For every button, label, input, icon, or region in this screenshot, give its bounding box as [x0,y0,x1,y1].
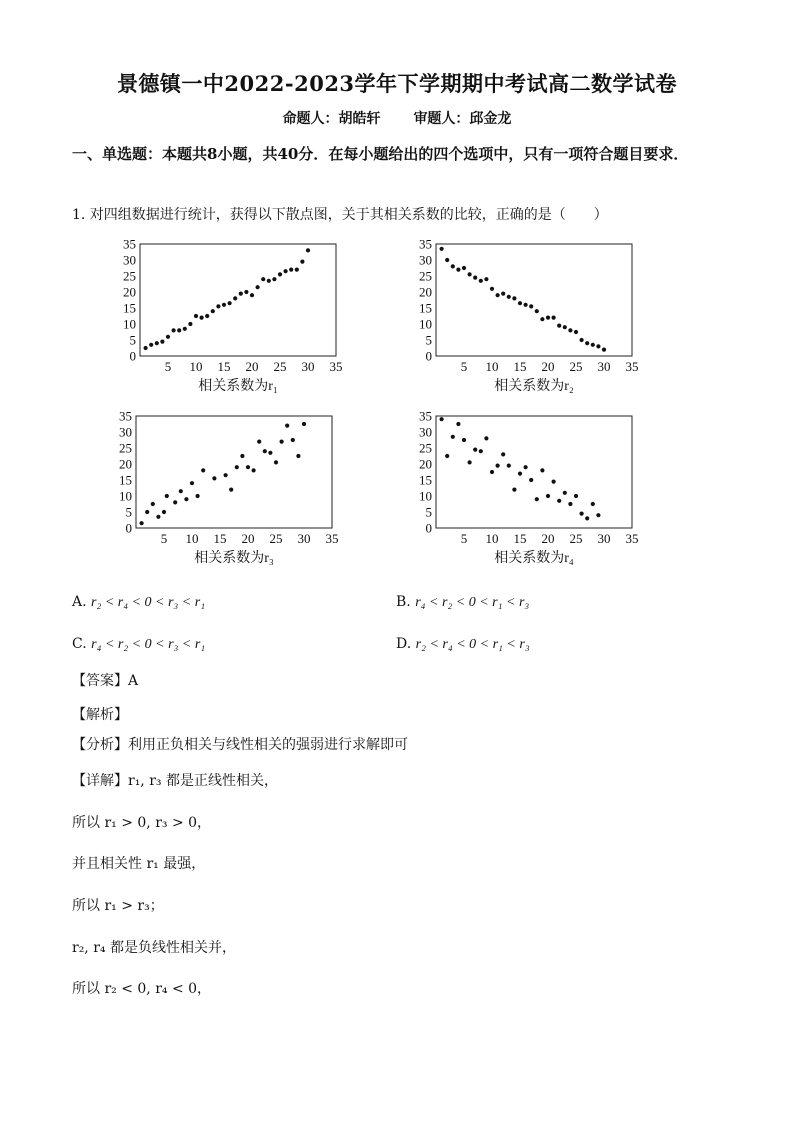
detail-line-1: 【详解】r₁, r₃ 都是正线性相关， [72,773,278,789]
scatter-point [239,292,243,296]
scatter-point [535,497,539,501]
scatter-point [484,277,488,281]
option-d-expr: r₂ < r₄ < 0 < r₁ < r₃ [415,637,530,652]
scatter-point [518,301,522,305]
y-tick-label: 35 [119,410,132,424]
y-tick-label: 20 [119,456,132,472]
x-tick-label: 35 [329,359,343,374]
x-tick-label: 20 [245,359,259,374]
scatter-point [557,324,561,328]
answer-line: 【答案】A [72,673,139,689]
y-tick-label: 15 [419,300,432,316]
scatter-point [267,279,271,283]
x-tick-label: 35 [625,531,639,546]
x-tick-label: 10 [189,359,203,374]
x-tick-label: 15 [513,359,527,374]
analysis-summary: 【分析】利用正负相关与线性相关的强弱进行求解即可 [72,737,408,753]
x-tick-label: 30 [597,359,611,374]
reviewer: 审题人：邱金龙 [413,111,512,127]
y-tick-label: 15 [119,472,132,488]
scatter-point [563,325,567,329]
scatter-point [306,248,310,252]
scatter-point [524,465,528,469]
plot-caption: 相关系数为r₃ [194,551,274,566]
x-tick-label: 5 [460,531,468,546]
scatter-plot-r4 [396,410,646,572]
scatter-point [257,440,261,444]
plot-caption: 相关系数为r₁ [198,379,278,394]
scatter-point [162,510,166,514]
scatter-point [229,488,233,492]
scatter-point [540,468,544,472]
detail-line-5: r₂, r₄ 都是负线性相关并， [72,940,236,956]
scatter-point [289,268,293,272]
scatter-point [155,341,159,345]
y-tick-label: 5 [125,504,132,520]
scatter-point [244,290,248,294]
option-d-label: D. [396,636,412,652]
scatter-point [172,328,176,332]
scatter-point [512,488,516,492]
scatter-point [144,346,148,350]
scatter-point [473,276,477,280]
author-line [0,108,794,128]
scatter-point [252,468,256,472]
x-tick-label: 35 [325,531,339,546]
scatter-point [212,476,216,480]
x-tick-label: 25 [569,359,583,374]
scatter-point [268,451,272,455]
plot-frame [140,244,336,356]
x-tick-label: 25 [569,531,583,546]
scatter-point [235,465,239,469]
scatter-point [479,279,483,283]
x-tick-label: 35 [625,359,639,374]
x-tick-label: 25 [269,531,283,546]
scatter-point [568,328,572,332]
y-tick-label: 20 [123,284,136,300]
scatter-point [540,317,544,321]
scatter-point [490,470,494,474]
y-tick-label: 0 [425,348,432,364]
scatter-point [196,494,200,498]
scatter-point [211,309,215,313]
y-tick-label: 15 [123,300,136,316]
y-tick-label: 0 [425,520,432,536]
option-a-expr: r₂ < r₄ < 0 < r₃ < r₁ [91,595,206,610]
scatter-point [552,316,556,320]
question-stem: 1. 对四组数据进行统计，获得以下散点图，关于其相关系数的比较，正确的是（ ） [72,207,608,223]
scatter-point [596,344,600,348]
scatter-point [272,277,276,281]
scatter-point [546,316,550,320]
scatter-point [507,464,511,468]
scatter-point [274,460,278,464]
x-tick-label: 20 [541,359,555,374]
scatter-point [200,316,204,320]
scatter-point [473,448,477,452]
x-tick-label: 15 [217,359,231,374]
scatter-point [280,440,284,444]
proposer: 命题人：胡皓轩 [282,111,381,127]
detail-line-6: 所以 r₂ < 0, r₄ < 0， [72,981,212,997]
scatter-point [557,499,561,503]
scatter-point [552,480,556,484]
scatter-point [501,292,505,296]
x-tick-label: 10 [485,359,499,374]
scatter-point [574,330,578,334]
scatter-point [479,449,483,453]
x-tick-label: 25 [273,359,287,374]
detail-line-2: 所以 r₁ > 0, r₃ > 0， [72,815,212,831]
y-tick-label: 35 [123,238,136,252]
y-tick-label: 0 [129,348,136,364]
y-tick-label: 35 [419,238,432,252]
x-tick-label: 5 [460,359,468,374]
scatter-point [140,521,144,525]
scatter-point [250,293,254,297]
plot-caption: 相关系数为r₂ [494,379,574,394]
scatter-point [456,268,460,272]
scatter-point [179,489,183,493]
option-c [72,636,205,653]
option-b [396,594,529,611]
scatter-point [574,494,578,498]
scatter-point [183,327,187,331]
scatter-point [563,491,567,495]
scatter-point [302,422,306,426]
x-tick-label: 30 [597,531,611,546]
scatter-point [445,258,449,262]
y-tick-label: 20 [419,284,432,300]
x-tick-label: 15 [513,531,527,546]
scatter-point [151,502,155,506]
x-tick-label: 30 [297,531,311,546]
scatter-point [165,494,169,498]
plot-frame [436,244,632,356]
x-tick-label: 5 [160,531,168,546]
x-tick-label: 10 [485,531,499,546]
scatter-point [462,438,466,442]
scatter-point [145,510,149,514]
scatter-point [156,515,160,519]
scatter-point [256,285,260,289]
scatter-point [529,478,533,482]
scatter-point [585,516,589,520]
y-tick-label: 10 [419,488,432,504]
scatter-point [591,502,595,506]
scatter-point [535,309,539,313]
analysis-tag: 【解析】 [72,707,128,723]
y-tick-label: 20 [419,456,432,472]
y-tick-label: 10 [123,316,136,332]
section-heading: 一、单选题：本题共8小题，共40分．在每小题给出的四个选项中，只有一项符合题目要求． [72,145,689,163]
y-tick-label: 10 [419,316,432,332]
y-tick-label: 35 [419,410,432,424]
scatter-point [451,264,455,268]
scatter-point [580,512,584,516]
scatter-point [546,494,550,498]
scatter-point [512,296,516,300]
scatter-point [529,304,533,308]
scatter-point [490,287,494,291]
scatter-point [190,481,194,485]
exam-title: 景德镇一中2022-2023学年下学期期中考试高二数学试卷 [116,71,678,96]
scatter-point [177,328,181,332]
scatter-point [580,338,584,342]
scatter-point [445,454,449,458]
x-tick-label: 15 [213,531,227,546]
y-tick-label: 30 [123,252,136,268]
y-tick-label: 0 [125,520,132,536]
scatter-point [228,301,232,305]
scatter-point [518,472,522,476]
scatter-point [224,473,228,477]
y-tick-label: 25 [119,440,132,456]
scatter-point [184,497,188,501]
scatter-point [496,464,500,468]
scatter-point [194,314,198,318]
scatter-point [456,422,460,426]
scatter-point [216,304,220,308]
scatter-point [222,303,226,307]
scatter-point [451,435,455,439]
y-tick-label: 5 [129,332,136,348]
x-tick-label: 20 [241,531,255,546]
scatter-point [201,468,205,472]
scatter-point [285,424,289,428]
scatter-point [524,303,528,307]
scatter-point [568,502,572,506]
scatter-point [246,465,250,469]
plot-caption: 相关系数为r₄ [494,551,574,566]
scatter-point [591,343,595,347]
scatter-plot-r1 [100,238,350,400]
scatter-point [188,322,192,326]
scatter-point [300,260,304,264]
option-c-expr: r₄ < r₂ < 0 < r₃ < r₁ [91,637,206,652]
scatter-point [596,513,600,517]
y-tick-label: 30 [419,424,432,440]
scatter-point [261,277,265,281]
scatter-point [468,272,472,276]
option-a [72,594,205,611]
y-tick-label: 10 [119,488,132,504]
x-tick-label: 30 [301,359,315,374]
option-b-expr: r₄ < r₂ < 0 < r₁ < r₃ [415,595,530,610]
scatter-point [149,343,153,347]
scatter-point [173,500,177,504]
plot-frame [436,416,632,528]
scatter-point [507,295,511,299]
detail-line-3: 并且相关性 r₁ 最强， [72,856,206,872]
scatter-point [205,314,209,318]
scatter-point [496,293,500,297]
scatter-point [585,341,589,345]
scatter-point [602,348,606,352]
scatter-plot-r2 [396,238,646,400]
y-tick-label: 25 [419,440,432,456]
y-tick-label: 25 [123,268,136,284]
scatter-point [484,436,488,440]
scatter-point [296,454,300,458]
scatter-point [166,335,170,339]
option-c-label: C. [72,636,87,652]
y-tick-label: 5 [425,332,432,348]
y-tick-label: 30 [119,424,132,440]
x-tick-label: 20 [541,531,555,546]
scatter-point [440,417,444,421]
scatter-point [440,247,444,251]
y-tick-label: 30 [419,252,432,268]
scatter-point [468,460,472,464]
y-tick-label: 5 [425,504,432,520]
scatter-point [291,438,295,442]
x-tick-label: 5 [164,359,172,374]
x-tick-label: 10 [185,531,199,546]
detail-line-4: 所以 r₁ > r₃； [72,898,164,914]
y-tick-label: 25 [419,268,432,284]
scatter-point [160,340,164,344]
scatter-point [263,449,267,453]
y-tick-label: 15 [419,472,432,488]
scatter-plot-r3 [96,410,350,572]
option-d [396,636,530,653]
scatter-point [233,296,237,300]
option-b-label: B. [396,594,411,610]
scatter-point [501,452,505,456]
scatter-point [284,269,288,273]
scatter-point [295,268,299,272]
scatter-point [240,454,244,458]
scatter-point [278,272,282,276]
scatter-point [462,266,466,270]
option-a-label: A. [72,594,87,610]
